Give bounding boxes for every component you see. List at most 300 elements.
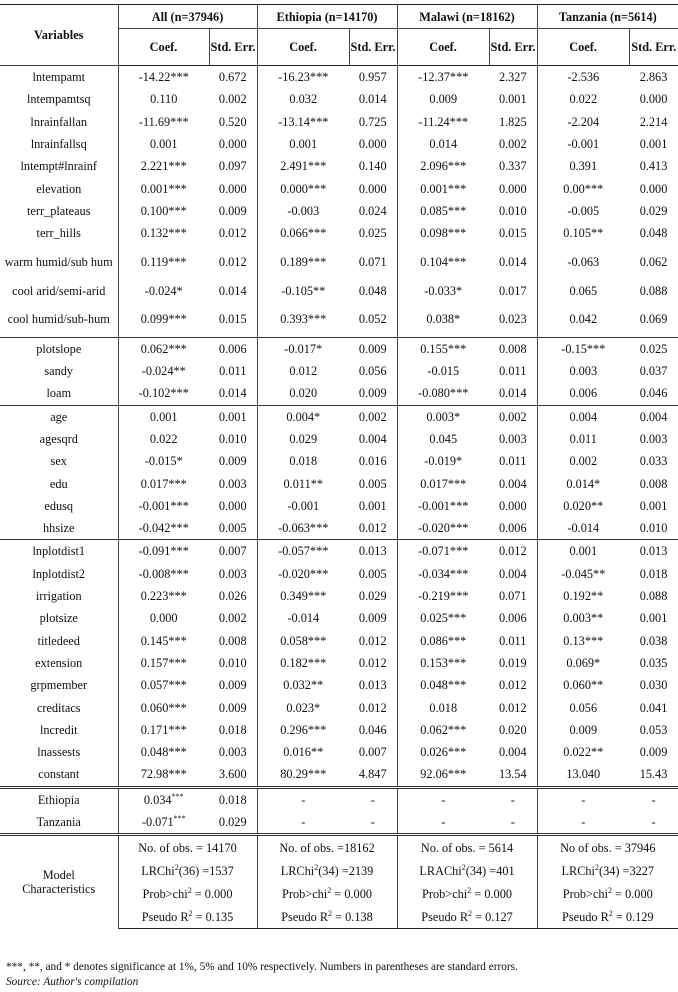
stderr-cell: 0.071 [349, 244, 397, 279]
model-stat-superscript: 2 [461, 862, 466, 872]
table-row [0, 302, 678, 338]
coef-cell: -0.020*** [278, 566, 329, 581]
variable-name: lntempt#lnrainf [0, 155, 118, 177]
stderr-cell: 0.009 [349, 382, 397, 405]
stderr-cell: 0.009 [209, 674, 257, 696]
coef-cell: 0.003* [397, 405, 489, 428]
stderr-cell: 2.214 [639, 114, 668, 129]
coef-cell: 0.023* [286, 700, 321, 715]
stderr-cell: 0.001 [639, 611, 668, 626]
coef-cell: -0.014 [567, 521, 600, 536]
model-stat-text: = 0.000 [612, 886, 653, 901]
stderr-cell: 0.016 [349, 450, 397, 472]
coef-cell: 0.060** [563, 678, 604, 693]
variable-name: edusq [0, 495, 118, 517]
model-stat-text: = 0.135 [192, 909, 234, 924]
table-row [0, 674, 678, 696]
coef-cell: 0.100*** [140, 203, 187, 218]
stderr-cell: 4.847 [349, 763, 397, 787]
coef-cell: -0.102*** [138, 386, 189, 401]
model-stat-text: Prob>chi [422, 886, 468, 901]
variable-name: lnassests [0, 741, 118, 763]
table-row [0, 177, 678, 199]
coef-cell: 0.004 [537, 405, 629, 428]
coef-cell: 0.018 [289, 454, 318, 469]
table-row [0, 607, 678, 629]
table-row [0, 540, 678, 563]
stderr-cell: 0.008 [209, 630, 257, 652]
stderr-cell: 0.013 [349, 540, 397, 563]
coef-cell: 0.060*** [140, 700, 187, 715]
variable-name: plotsize [0, 607, 118, 629]
stderr-cell: 0.672 [209, 66, 257, 89]
model-stat-cell [257, 882, 397, 905]
stderr-cell: 0.004 [629, 405, 678, 428]
model-stat-text: = 0.000 [191, 886, 233, 901]
coef-cell: 0.066*** [280, 226, 327, 241]
coef-cell: -0.014 [287, 611, 320, 626]
coef-cell: 72.98*** [140, 767, 187, 782]
table-row [0, 66, 678, 89]
model-stat-superscript: 2 [468, 908, 473, 918]
coef-cell: 0.029 [289, 432, 318, 446]
stderr-cell: 0.012 [209, 244, 257, 279]
model-stat-cell [118, 905, 257, 929]
stderr-cell: 0.000 [209, 133, 257, 155]
model-stat-text: = 0.000 [471, 886, 512, 901]
table-row [0, 517, 678, 540]
table-row [0, 472, 678, 494]
variable-name: hhsize [0, 517, 118, 540]
stderr-cell: 0.023 [489, 302, 537, 338]
variable-name: sex [0, 450, 118, 472]
stderr-cell: 0.009 [349, 337, 397, 360]
coef-cell: -0.001 [567, 137, 600, 152]
model-stat-text: (34) =2139 [318, 863, 374, 878]
coef-cell: -0.024** [141, 364, 186, 379]
coef-cell: 0.001*** [140, 181, 187, 196]
coef-cell: 0.086*** [420, 633, 467, 648]
stderr-cell: 0.012 [209, 222, 257, 244]
variable-name: warm humid/sub hum [0, 244, 118, 279]
variable-name: terr_plateaus [0, 200, 118, 222]
coef-cell: 0.042 [569, 312, 598, 327]
model-stat-text: Pseudo R [281, 909, 329, 924]
model-stat-superscript: 2 [608, 885, 612, 895]
coef-cell: -0.105** [281, 283, 326, 298]
coef-cell: 0.011 [569, 432, 597, 446]
stderr-cell: 0.004 [489, 563, 537, 585]
coef-value: 0.034 [143, 792, 172, 807]
coef-cell: -0.017* [257, 337, 349, 360]
stderr-cell: 0.014 [209, 279, 257, 301]
table-row [0, 585, 678, 607]
stderr-cell: 0.018 [209, 787, 257, 811]
variable-name: irrigation [0, 585, 118, 607]
table-row [0, 696, 678, 718]
variable-name: lnrainfallsq [0, 133, 118, 155]
table-row [0, 495, 678, 517]
stderr-cell: 0.011 [489, 450, 537, 472]
coef-cell: 0.182*** [280, 655, 327, 670]
coef-cell: -0.015 [427, 364, 460, 379]
stderr-cell: 0.014 [349, 88, 397, 110]
model-stat-superscript: 2 [328, 908, 333, 918]
stderr-header: Std. Err. [489, 29, 537, 66]
group-header-malawi: Malawi (n=18162) [397, 5, 537, 29]
stderr-cell: 0.071 [489, 585, 537, 607]
model-stat-cell [118, 882, 257, 905]
table-row [0, 787, 678, 811]
coef-cell: 13.040 [566, 767, 601, 782]
table-body [0, 66, 678, 788]
model-stat-text: No of obs. = 37946 [560, 840, 656, 855]
table-row [0, 222, 678, 244]
coef-cell: -0.024* [144, 283, 183, 298]
model-stat-superscript: 2 [314, 862, 319, 872]
stderr-cell: 0.004 [489, 472, 537, 494]
stderr-cell: 0.046 [349, 719, 397, 741]
coef-cell: 0.045 [429, 432, 458, 446]
stderr-cell: 0.029 [209, 811, 257, 835]
stderr-cell: 0.000 [489, 495, 537, 517]
stderr-cell: 0.337 [489, 155, 537, 177]
stderr-cell: 0.015 [209, 302, 257, 338]
stderr-cell: 0.026 [209, 585, 257, 607]
stderr-cell: 0.005 [209, 517, 257, 540]
model-stat-text: No. of obs. =18162 [279, 840, 375, 855]
table-row [0, 337, 678, 360]
model-stat-superscript: 2 [327, 885, 332, 895]
coef-cell: -0.001*** [138, 498, 189, 513]
variable-name: terr_hills [0, 222, 118, 244]
table-row [0, 428, 678, 450]
stderr-cell: 0.024 [349, 200, 397, 222]
stderr-cell: 0.008 [489, 337, 537, 360]
coef-cell: 0.018 [429, 700, 458, 715]
coef-cell: -0.063*** [278, 521, 329, 536]
coef-cell [118, 811, 209, 835]
model-stat-text: Prob>chi [562, 886, 608, 901]
coef-cell: - [581, 815, 586, 830]
coef-cell: 0.000*** [280, 181, 327, 196]
coef-cell: 0.223*** [140, 589, 187, 604]
coef-cell: 0.001 [537, 540, 629, 563]
coef-cell: -0.063 [567, 254, 600, 269]
model-stat-superscript: 2 [188, 908, 193, 918]
model-stat-text: (34) =401 [465, 863, 515, 878]
variable-name: lntempamt [0, 66, 118, 89]
stderr-header: Std. Err. [349, 29, 397, 66]
coef-cell: -0.042*** [138, 521, 189, 536]
model-stat-superscript: 2 [467, 885, 472, 895]
model-stat-cell [537, 905, 678, 929]
coef-cell: 0.011** [283, 476, 324, 491]
stderr-cell: 0.000 [209, 177, 257, 199]
coef-cell: 0.001*** [420, 181, 467, 196]
coef-cell: 0.110 [150, 92, 178, 107]
stderr-cell: 0.002 [489, 133, 537, 155]
coef-value: -0.071 [141, 815, 174, 830]
model-stat-superscript: 2 [187, 885, 192, 895]
model-stat-cell [537, 835, 678, 860]
stderr-cell: 0.008 [639, 476, 668, 491]
coef-cell: 92.06*** [420, 767, 467, 782]
coef-cell: -12.37*** [418, 70, 469, 85]
coef-header: Coef. [397, 29, 489, 66]
coef-cell: 0.056 [569, 700, 598, 715]
model-stat-cell [118, 835, 257, 860]
coef-cell: 2.096*** [420, 159, 467, 174]
coef-cell: 0.001 [149, 137, 178, 152]
table-row [0, 811, 678, 835]
stderr-cell: 0.018 [209, 719, 257, 741]
stderr-cell: 0.007 [349, 741, 397, 763]
model-stat-superscript: 2 [608, 908, 613, 918]
model-stat-text: = 0.129 [612, 909, 654, 924]
coef-cell: 0.192** [563, 589, 604, 604]
stderr-cell: 0.029 [349, 585, 397, 607]
table-row [0, 652, 678, 674]
coef-cell: 0.189*** [280, 254, 327, 269]
stderr-cell: 2.863 [639, 70, 668, 85]
table-row [0, 360, 678, 382]
variables-header: Variables [0, 5, 118, 66]
stderr-cell: 0.011 [489, 360, 537, 382]
model-stat-text: LRChi [280, 863, 315, 878]
coef-cell: -0.008*** [138, 566, 189, 581]
model-characteristics-label: Model Characteristics [0, 835, 118, 929]
coef-cell: 2.491*** [280, 159, 327, 174]
stderr-cell: 0.048 [639, 226, 668, 241]
significance-stars: *** [173, 813, 186, 823]
model-stat-text: = 0.138 [332, 909, 373, 924]
stderr-cell: 0.140 [349, 155, 397, 177]
model-stat-text: LRChi [141, 863, 175, 878]
variable-name: agesqrd [0, 428, 118, 450]
stderr-cell: - [629, 787, 678, 811]
stderr-cell: 0.010 [489, 200, 537, 222]
table-row [0, 155, 678, 177]
stderr-cell: 0.012 [349, 517, 397, 540]
stderr-cell: 0.011 [209, 360, 257, 382]
country-dummies [0, 787, 678, 835]
stderr-cell: 0.097 [209, 155, 257, 177]
coef-cell: 0.038* [426, 312, 461, 327]
coef-cell: 0.155*** [397, 337, 489, 360]
stderr-cell: 0.014 [489, 382, 537, 405]
stderr-cell: 0.001 [639, 498, 668, 513]
variable-name: Ethiopia [0, 787, 118, 811]
table-row [0, 133, 678, 155]
coef-cell: 0.13*** [563, 633, 604, 648]
model-stat-superscript: 2 [174, 862, 179, 872]
variable-name: lnrainfallan [0, 111, 118, 133]
table-row [0, 450, 678, 472]
coef-cell: 0.009 [429, 92, 458, 107]
variable-name: sandy [0, 360, 118, 382]
model-stat-text: Pseudo R [561, 909, 609, 924]
model-stat-text: No. of obs. = 5614 [420, 840, 514, 855]
coef-cell: - [397, 787, 489, 811]
coef-cell: 0.065 [569, 283, 598, 298]
coef-cell: 0.012 [289, 364, 318, 379]
coef-cell: -16.23*** [278, 70, 329, 85]
model-stat-text: = 0.000 [331, 886, 372, 901]
group-header-tanzania: Tanzania (n=5614) [537, 5, 678, 29]
model-stat-text: = 0.127 [472, 909, 513, 924]
stderr-cell: 0.010 [639, 521, 668, 536]
variable-name: lntempamtsq [0, 88, 118, 110]
stderr-cell: 0.007 [209, 540, 257, 563]
model-stat-cell [397, 882, 537, 905]
model-stat-cell [537, 882, 678, 905]
model-stat-cell [257, 859, 397, 882]
stderr-cell: 0.000 [639, 92, 668, 107]
model-stat-text: Pseudo R [421, 909, 469, 924]
stderr-header: Std. Err. [209, 29, 257, 66]
stderr-cell: 0.025 [629, 337, 678, 360]
stderr-cell: 0.088 [639, 283, 668, 298]
table-row [0, 279, 678, 301]
stderr-cell: 0.006 [209, 337, 257, 360]
coef-cell: 0.022 [569, 92, 598, 107]
model-stat-text: No. of obs. = 14170 [138, 840, 237, 855]
coef-cell: 0.048*** [420, 678, 467, 693]
stderr-cell: 0.041 [639, 700, 668, 715]
coef-cell: 0.393*** [280, 312, 327, 327]
coef-cell: 0.000 [149, 611, 178, 626]
significance-note: ***, **, and * denotes significance at 1%, 5% and 10% respectively. Numbers in parentheses are standard errors. [6, 961, 518, 973]
stderr-cell: 0.005 [349, 563, 397, 585]
stderr-cell: 0.413 [639, 159, 668, 174]
coef-cell: 0.025*** [420, 611, 467, 626]
model-stat-cell [397, 835, 537, 860]
stderr-header: Std. Err. [629, 29, 678, 66]
stderr-cell: 0.029 [639, 203, 668, 218]
coef-cell: -0.001*** [418, 498, 469, 513]
stderr-cell: 0.001 [489, 88, 537, 110]
variable-name: cool humid/sub-hum [0, 302, 118, 338]
coef-cell: -0.045** [561, 566, 606, 581]
stderr-cell: 0.520 [209, 111, 257, 133]
coef-cell: -0.15*** [537, 337, 629, 360]
coef-cell: -0.001 [287, 498, 320, 513]
coef-cell: 0.003 [569, 364, 598, 379]
coef-cell: -11.24*** [418, 114, 469, 129]
coef-header: Coef. [257, 29, 349, 66]
coef-cell: -0.080*** [418, 386, 469, 401]
variable-name: cool arid/semi-arid [0, 279, 118, 301]
stderr-cell: 0.000 [209, 495, 257, 517]
coef-cell: 0.004* [257, 405, 349, 428]
coef-cell: -0.057*** [257, 540, 349, 563]
stderr-cell: 0.003 [209, 472, 257, 494]
stderr-cell: 0.010 [209, 428, 257, 450]
variable-name: age [0, 405, 118, 428]
stderr-cell: - [489, 811, 537, 835]
stderr-cell: 0.002 [349, 405, 397, 428]
stderr-cell: 0.009 [349, 607, 397, 629]
coef-cell: 0.296*** [280, 722, 327, 737]
coef-cell: 0.017*** [140, 476, 187, 491]
coef-cell: 0.016** [283, 745, 324, 760]
stderr-cell: 0.013 [629, 540, 678, 563]
stderr-cell: 0.000 [639, 181, 668, 196]
model-stat-cell [257, 905, 397, 929]
stderr-cell: 0.006 [489, 607, 537, 629]
coef-cell: -0.091*** [118, 540, 209, 563]
stderr-cell: 0.003 [209, 563, 257, 585]
model-stat-text: Prob>chi [282, 886, 328, 901]
stderr-cell: 1.825 [489, 111, 537, 133]
stderr-cell: 0.003 [209, 741, 257, 763]
coef-cell: -2.204 [567, 114, 600, 129]
coef-cell: 0.085*** [420, 203, 467, 218]
coef-cell: 0.069* [566, 655, 601, 670]
coef-cell: 0.099*** [140, 312, 187, 327]
model-stat-text: (34) =3227 [598, 863, 655, 878]
coef-cell: 0.032** [283, 678, 324, 693]
stderr-cell: 0.015 [489, 222, 537, 244]
stderr-cell: 0.000 [349, 133, 397, 155]
model-stat-text: LRChi [561, 863, 595, 878]
coef-cell: -0.020*** [418, 521, 469, 536]
stderr-cell: 0.017 [489, 279, 537, 301]
group-header-ethiopia: Ethiopia (n=14170) [257, 5, 397, 29]
coef-cell: - [257, 787, 349, 811]
model-stat-cell [537, 859, 678, 882]
coef-cell: 0.006 [569, 386, 598, 401]
stderr-cell: 0.957 [349, 66, 397, 89]
coef-cell: 0.391 [569, 159, 598, 174]
stderr-cell: 0.012 [349, 696, 397, 718]
stderr-cell: 0.001 [639, 137, 668, 152]
stderr-cell: 0.037 [639, 364, 668, 379]
coef-cell: 0.009 [569, 722, 598, 737]
stderr-cell: 0.053 [639, 722, 668, 737]
stderr-cell: 0.005 [349, 472, 397, 494]
table-row [0, 382, 678, 405]
coef-cell: 0.119*** [140, 254, 187, 269]
model-stat-cell [397, 859, 537, 882]
table-notes [6, 960, 518, 990]
coef-header: Coef. [118, 29, 209, 66]
coef-cell: -2.536 [567, 70, 600, 85]
stderr-cell: 0.012 [489, 696, 537, 718]
model-stat-row [0, 835, 678, 860]
variable-name: loam [0, 382, 118, 405]
stderr-cell: 0.012 [349, 652, 397, 674]
coef-cell: - [301, 815, 306, 830]
model-stat-text: (36) =1537 [178, 863, 234, 878]
variable-name: elevation [0, 177, 118, 199]
stderr-cell: 0.000 [349, 177, 397, 199]
variable-name: lnplotdist1 [0, 540, 118, 563]
table-row [0, 630, 678, 652]
regression-table [0, 4, 678, 929]
coef-cell: 0.017*** [420, 476, 467, 491]
table-row [0, 763, 678, 787]
stderr-cell: 0.020 [489, 719, 537, 741]
stderr-cell: 0.003 [639, 432, 668, 446]
model-stat-cell [257, 835, 397, 860]
stderr-cell: 13.54 [489, 763, 537, 787]
coef-cell [118, 787, 209, 811]
model-stat-text: LRAChi [419, 863, 462, 878]
variable-name: lnplotdist2 [0, 563, 118, 585]
stderr-cell: 0.052 [349, 302, 397, 338]
